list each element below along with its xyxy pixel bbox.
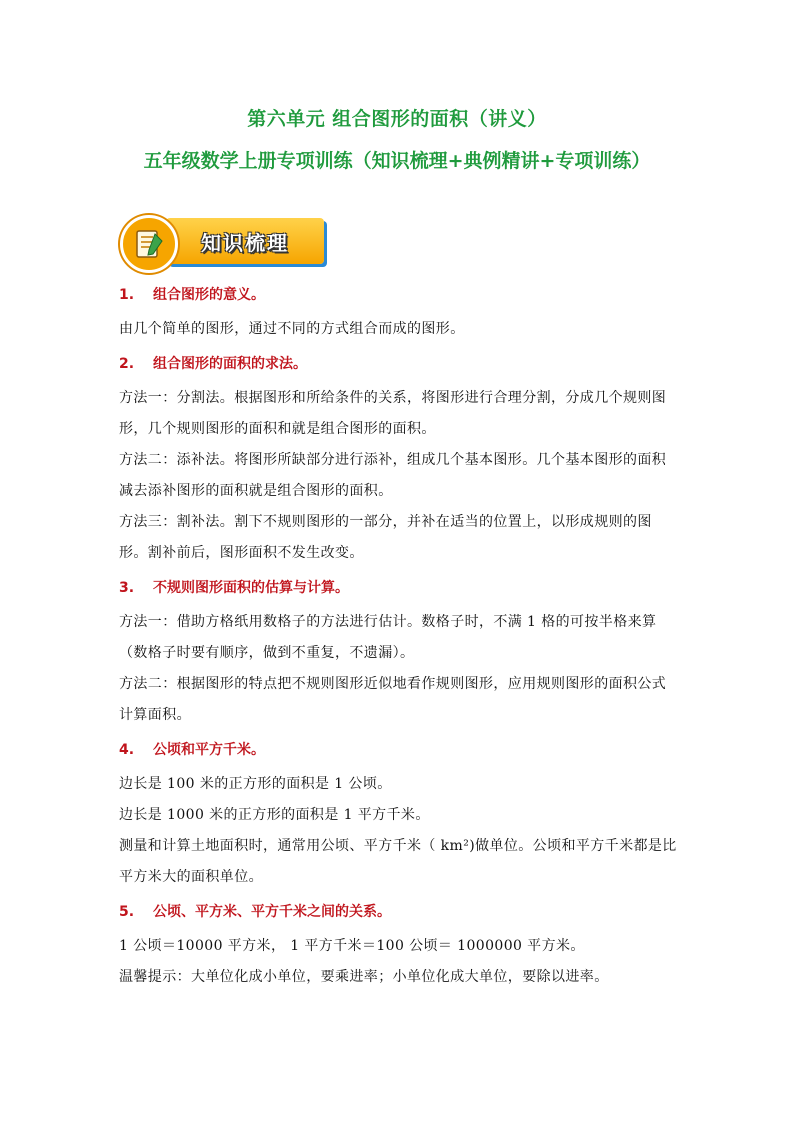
section-heading-text: 组合图形的面积的求法。 [153,356,307,372]
section-paragraph: 测量和计算土地面积时，通常用公顷、平方千米（ km²)做单位。公顷和平方千米都是比平方米大的面积单位。 [119,838,677,885]
section-paragraph: 边长是 100 米的正方形的面积是 1 公顷。 [119,776,392,792]
knowledge-content [119,276,679,993]
section-number: 4. [119,742,135,758]
section-heading-text: 组合图形的意义。 [153,287,265,303]
banner-label: 知识梳理 [201,231,289,255]
section-banner [120,213,330,269]
section-heading [119,901,679,921]
section-heading [119,353,679,373]
section-heading-text: 公顷、平方米、平方千米之间的关系。 [153,904,391,920]
section-paragraph: 由几个简单的图形，通过不同的方式组合而成的图形。 [119,321,465,337]
banner-tab [166,218,324,264]
section-paragraph: 方法二：根据图形的特点把不规则图形近似地看作规则图形，应用规则图形的面积公式计算面积。 [119,676,667,723]
section-paragraph: 方法一：分割法。根据图形和所给条件的关系，将图形进行合理分割，分成几个规则图形，几个规则图形的面积和就是组合图形的面积。 [119,390,667,437]
section-paragraph: 边长是 1000 米的正方形的面积是 1 平方千米。 [119,807,430,823]
section-number: 5. [119,904,135,920]
section-heading [119,739,679,759]
section-number: 2. [119,356,135,372]
notebook-pencil-icon [120,215,178,273]
page-title: 第六单元 组合图形的面积（讲义） [247,108,547,130]
section-paragraph: 1 公顷＝10000 平方米， 1 平方千米＝100 公顷＝ 1000000 平方米。 [119,938,585,954]
section-paragraph: 方法一：借助方格纸用数格子的方法进行估计。数格子时，不满 1 格的可按半格来算（数格子时要有顺序，做到不重复，不遗漏）。 [119,614,657,661]
section-heading-text: 公顷和平方千米。 [153,742,265,758]
section-number: 3. [119,580,135,596]
section-heading [119,284,679,304]
page-subtitle: 五年级数学上册专项训练（知识梳理+典例精讲+专项训练） [143,150,651,172]
section-heading-text: 不规则图形面积的估算与计算。 [153,580,349,596]
section-heading [119,577,679,597]
section-number: 1. [119,287,135,303]
section-paragraph: 方法二：添补法。将图形所缺部分进行添补，组成几个基本图形。几个基本图形的面积减去添补图形的面积就是组合图形的面积。 [119,452,667,499]
section-paragraph: 方法三：割补法。割下不规则图形的一部分，并补在适当的位置上，以形成规则的图形。割补前后，图形面积不发生改变。 [119,514,652,561]
section-paragraph: 温馨提示：大单位化成小单位，要乘进率；小单位化成大单位，要除以进率。 [119,969,609,985]
